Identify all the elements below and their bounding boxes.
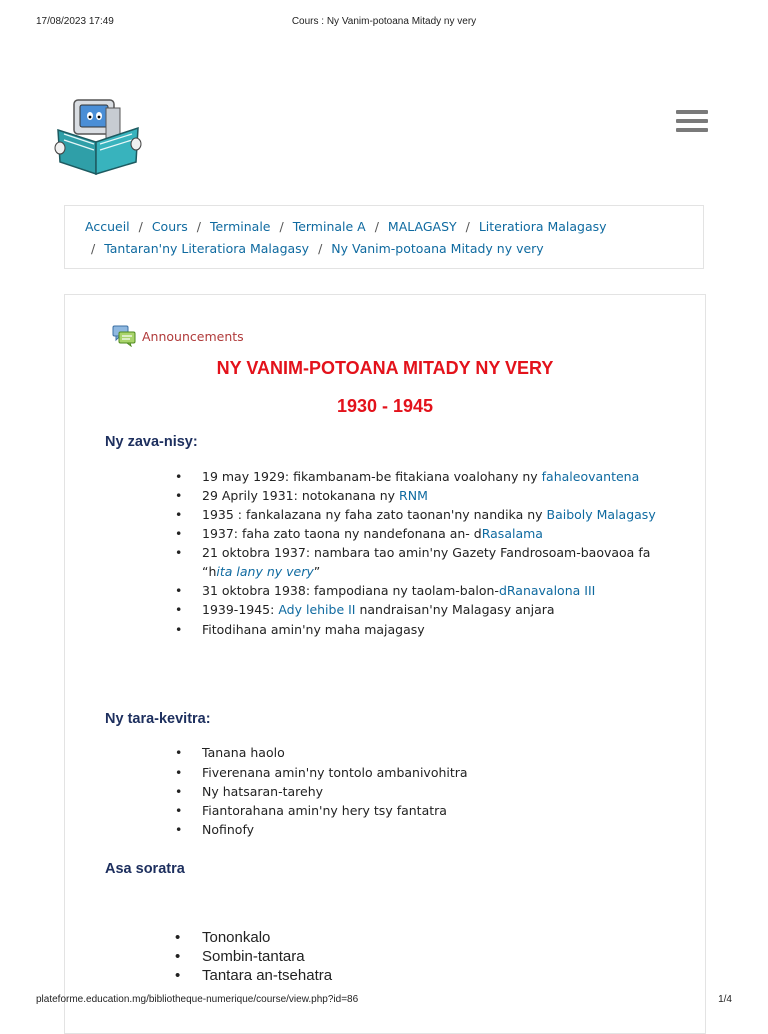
list-item: • 31 oktobra 1938: fampodiana ny taolam-balon-dRanavalona III xyxy=(175,583,596,598)
list-item: • 29 Aprily 1931: notokanana ny RNM xyxy=(175,488,428,503)
breadcrumb-separator: / xyxy=(91,241,96,256)
section-heading-asa-soratra: Asa soratra xyxy=(105,861,185,877)
breadcrumb-line-2 xyxy=(91,241,544,256)
breadcrumb-separator: / xyxy=(374,219,379,234)
list-item-continuation: “hita lany ny very” xyxy=(202,564,321,579)
section-heading-zava-nisy: Ny zava-nisy: xyxy=(105,434,198,450)
print-datetime: 17/08/2023 17:49 xyxy=(36,16,114,27)
link-baiboly-malagasy[interactable]: Baiboly Malagasy xyxy=(546,507,656,522)
forum-bubbles-icon xyxy=(112,325,136,347)
breadcrumb-separator: / xyxy=(279,219,284,234)
link-ranavalona-iii[interactable]: dRanavalona III xyxy=(498,583,596,598)
breadcrumb-item-current[interactable]: Ny Vanim-potoana Mitady ny very xyxy=(331,241,544,256)
announcements-link[interactable] xyxy=(112,324,244,348)
list-item: • 1939-1945: Ady lehibe II nandraisan'ny Malagasy anjara xyxy=(175,602,555,617)
announcements-label: Announcements xyxy=(142,328,244,344)
link-ady-lehibe-ii[interactable]: Ady lehibe II xyxy=(278,602,356,617)
reading-computer-mascot-icon[interactable] xyxy=(52,94,144,178)
list-item: • 21 oktobra 1937: nambara tao amin'ny Gazety Fandrosoam-baovaoa fa xyxy=(175,545,651,560)
print-url: plateforme.education.mg/bibliotheque-numerique/course/view.php?id=86 xyxy=(36,994,359,1005)
link-hita-lany-ny-very[interactable]: ita lany ny very xyxy=(216,564,314,579)
breadcrumb xyxy=(64,205,704,269)
list-item: • Fitodihana amin'ny maha majagasy xyxy=(175,622,425,637)
link-rasalama[interactable]: Rasalama xyxy=(481,526,543,541)
list-item: • 1937: faha zato taona ny nandefonana an- dRasalama xyxy=(175,526,543,541)
breadcrumb-item-literatiora[interactable]: Literatiora Malagasy xyxy=(478,219,607,234)
page-subtitle-years: 1930 - 1945 xyxy=(336,396,434,416)
breadcrumb-separator: / xyxy=(465,219,470,234)
link-rnm[interactable]: RNM xyxy=(399,488,428,503)
list-item: • Nofinofy xyxy=(175,822,255,837)
breadcrumb-item-terminale-a[interactable]: Terminale A xyxy=(292,219,366,234)
list-item: • 19 may 1929: fikambanam-be fitakiana voalohany ny fahaleovantena xyxy=(175,469,640,484)
breadcrumb-line-1 xyxy=(85,219,607,234)
breadcrumb-item-tantara[interactable]: Tantaran'ny Literatiora Malagasy xyxy=(104,241,310,256)
list-item: • 1935 : fankalazana ny faha zato taonan'ny nandika ny Baiboly Malagasy xyxy=(175,507,656,522)
breadcrumb-separator: / xyxy=(318,241,323,256)
list-item: • Fiantorahana amin'ny hery tsy fantatra xyxy=(175,803,447,818)
section-heading-tara-kevitra: Ny tara-kevitra: xyxy=(105,711,211,727)
list-item: • Tantara an-tsehatra xyxy=(175,967,333,984)
page-title: NY VANIM-POTOANA MITADY NY VERY xyxy=(216,358,554,378)
list-item: • Fiverenana amin'ny tontolo ambanivohitra xyxy=(175,765,468,780)
breadcrumb-item-malagasy[interactable]: MALAGASY xyxy=(387,219,457,234)
list-item: • Ny hatsaran-tarehy xyxy=(175,784,324,799)
breadcrumb-item-cours[interactable]: Cours xyxy=(151,219,188,234)
breadcrumb-separator: / xyxy=(138,219,143,234)
list-item: • Tononkalo xyxy=(175,929,271,946)
hamburger-menu-icon[interactable] xyxy=(676,110,708,136)
breadcrumb-separator: / xyxy=(196,219,201,234)
print-page-number: 1/4 xyxy=(718,994,732,1005)
breadcrumb-item-terminale[interactable]: Terminale xyxy=(209,219,271,234)
link-fahaleovantena[interactable]: fahaleovantena xyxy=(541,469,640,484)
list-item: • Sombin-tantara xyxy=(175,948,305,965)
breadcrumb-item-accueil[interactable]: Accueil xyxy=(85,219,130,234)
list-item: • Tanana haolo xyxy=(175,745,285,760)
print-page-title: Cours : Ny Vanim-potoana Mitady ny very xyxy=(291,16,477,27)
